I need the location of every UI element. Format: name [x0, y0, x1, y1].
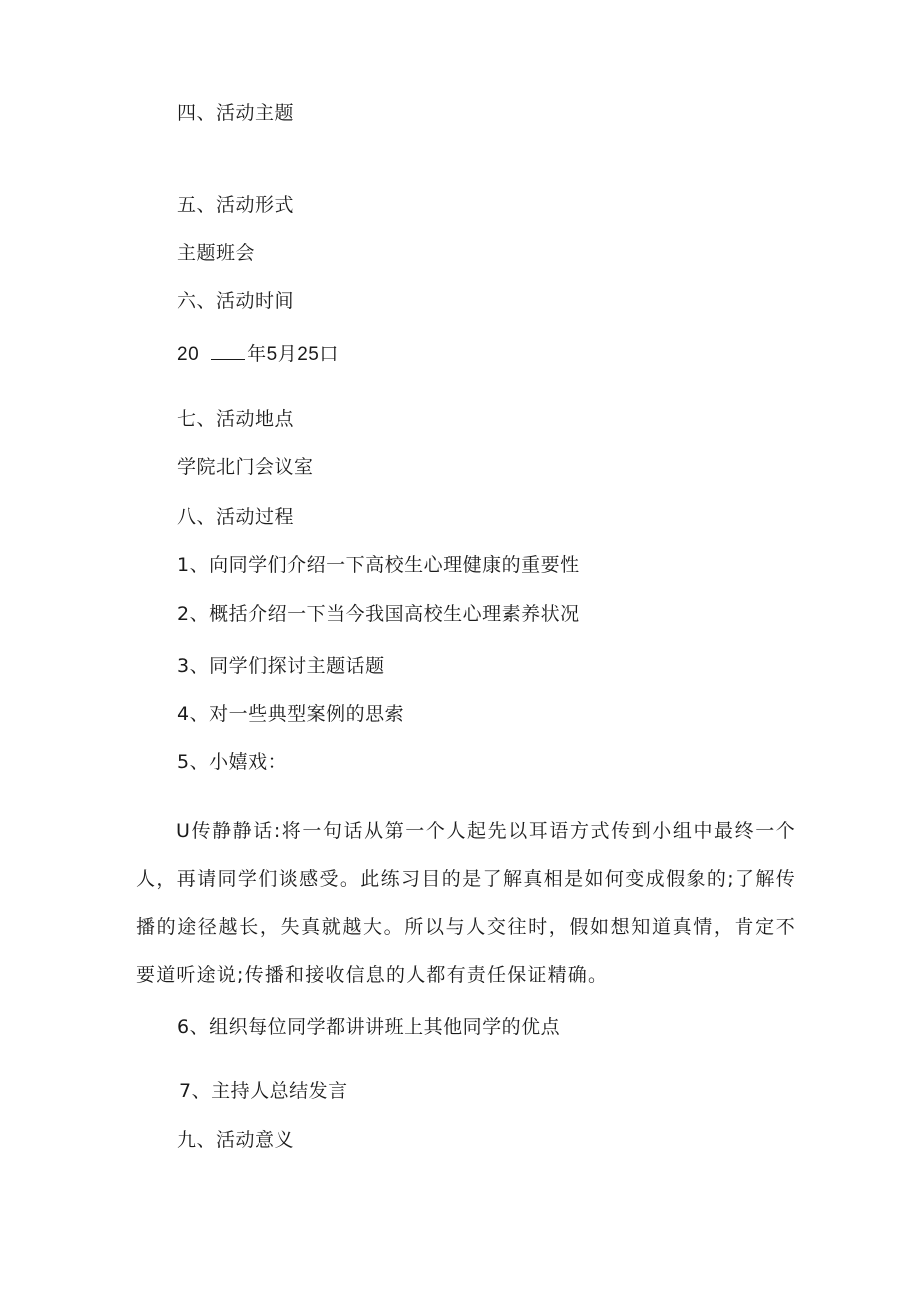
section-heading-location: 七、活动地点: [177, 408, 295, 430]
process-step-1: 1、向同学们介绍一下高校生心理健康的重要性: [177, 554, 580, 576]
process-step-6: 6、组织每位同学都讲讲班上其他同学的优点: [177, 1016, 561, 1038]
section-heading-form: 五、活动形式: [177, 194, 295, 216]
process-step-3: 3、同学们探讨主题话题: [177, 655, 385, 677]
process-step-5: 5、小嬉戏：: [177, 751, 288, 773]
location-value: 学院北门会议室: [177, 456, 314, 478]
date-line: [177, 342, 339, 367]
section-heading-time: 六、活动时间: [177, 290, 295, 312]
date-rest: 年5月25口: [247, 344, 339, 365]
section-heading-process: 八、活动过程: [177, 506, 295, 528]
form-value: 主题班会: [177, 242, 256, 264]
section-heading-significance: 九、活动意义: [177, 1129, 295, 1151]
process-step-7: 7、主持人总结发言: [179, 1080, 348, 1102]
section-heading-theme: 四、活动主题: [177, 102, 295, 124]
date-year-prefix: 20: [177, 344, 200, 365]
game-description-paragraph: U传静静话:将一句话从第一个人起先以耳语方式传到小组中最终一个人，再请同学们谈感受。此练习目的是了解真相是如何变成假象的;了解传播的途径越长，失真就越大。所以与人交往时，假如想知道真情，肯定不要道听途说;传播和接收信息的人都有责任保证精确。: [136, 820, 796, 986]
process-step-4: 4、对一些典型案例的思索: [177, 703, 405, 725]
date-blank-underline: [211, 343, 245, 360]
process-step-2: 2、概括介绍一下当今我国高校生心理素养状况: [177, 603, 580, 625]
